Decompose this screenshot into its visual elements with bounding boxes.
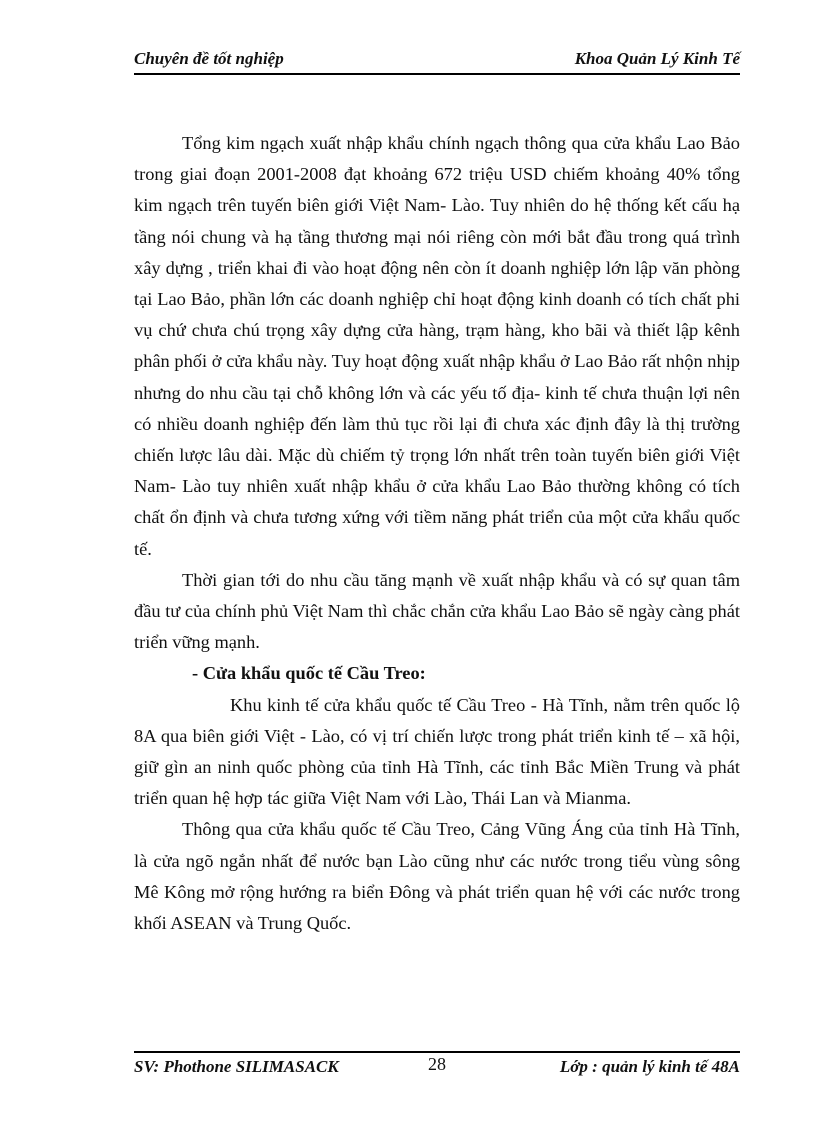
paragraph-cau-treo-zone: Khu kinh tế cửa khẩu quốc tế Cầu Treo - Hà Tĩnh, nằm trên quốc lộ 8A qua biên giới Việt - Lào, có vị trí chiến lược trong phát triển kinh tế – xã hội, giữ gìn an ninh quốc phòng của tỉnh Hà Tĩnh, các tỉnh Bắc Miền Trung và phát triển quan hệ hợp tác giữa Việt Nam với Lào, Thái Lan và Mianma. — [134, 694, 740, 809]
page-footer — [134, 1051, 740, 1083]
document-body — [134, 128, 740, 939]
paragraph-lao-bao-trade: Tổng kim ngạch xuất nhập khẩu chính ngạch thông qua cửa khẩu Lao Bảo trong giai đoạn 2001-2008 đạt khoảng 672 triệu USD chiếm khoảng 40% tổng kim ngạch trên tuyến biên giới Việt Nam- Lào. Tuy nhiên do hệ thống kết cấu hạ tầng nói chung và hạ tầng thương mại nói riêng còn mới bắt đầu trong quá trình xây dựng , triển khai đi vào hoạt động nên còn ít doanh nghiệp lớn lập văn phòng tại Lao Bảo, phần lớn các doanh nghiệp chỉ hoạt động kinh doanh có tích chất phi vụ chứ chưa chú trọng xây dựng cửa hàng, trạm hàng, kho bãi và thiết lập kênh phân phối ở cửa khẩu này. Tuy hoạt động xuất nhập khẩu ở Lao Bảo rất nhộn nhịp nhưng do nhu cầu tại chỗ không lớn và các yếu tố địa- kinh tế chưa thuận lợi nên có nhiều doanh nghiệp đến làm thủ tục rồi lại đi chưa xác định đây là thị trường chiến lược lâu dài. Mặc dù chiếm tỷ trọng lớn nhất trên toàn tuyến biên giới Việt Nam- Lào tuy nhiên xuất nhập khẩu ở cửa khẩu Lao Bảo thường không có tích chất ổn định và chưa tương xứng với tiềm năng phát triển của một cửa khẩu quốc tế. — [134, 133, 740, 559]
header-faculty: Khoa Quản Lý Kinh Tế — [574, 49, 740, 68]
header-thesis-title: Chuyên đề tốt nghiệp — [134, 49, 284, 68]
footer-student-name: SV: Phothone SILIMASACK — [134, 1057, 339, 1076]
page-header — [134, 47, 740, 75]
paragraph-lao-bao-future: Thời gian tới do nhu cầu tăng mạnh về xuất nhập khẩu và có sự quan tâm đầu tư của chính phủ Việt Nam thì chắc chắn cửa khẩu Lao Bảo sẽ ngày càng phát triển vững mạnh. — [134, 569, 740, 653]
section-heading-cau-treo: - Cửa khẩu quốc tế Cầu Treo: — [192, 663, 426, 684]
footer-class: Lớp : quản lý kinh tế 48A — [559, 1057, 740, 1076]
page-number: 28 — [428, 1054, 446, 1074]
paragraph-cau-treo-gateway: Thông qua cửa khẩu quốc tế Cầu Treo, Cảng Vũng Áng của tỉnh Hà Tĩnh, là cửa ngõ ngắn nhất để nước bạn Lào cũng như các nước trong tiểu vùng sông Mê Kông mở rộng hướng ra biển Đông và phát triển quan hệ với các nước trong khối ASEAN và Trung Quốc. — [134, 819, 740, 934]
